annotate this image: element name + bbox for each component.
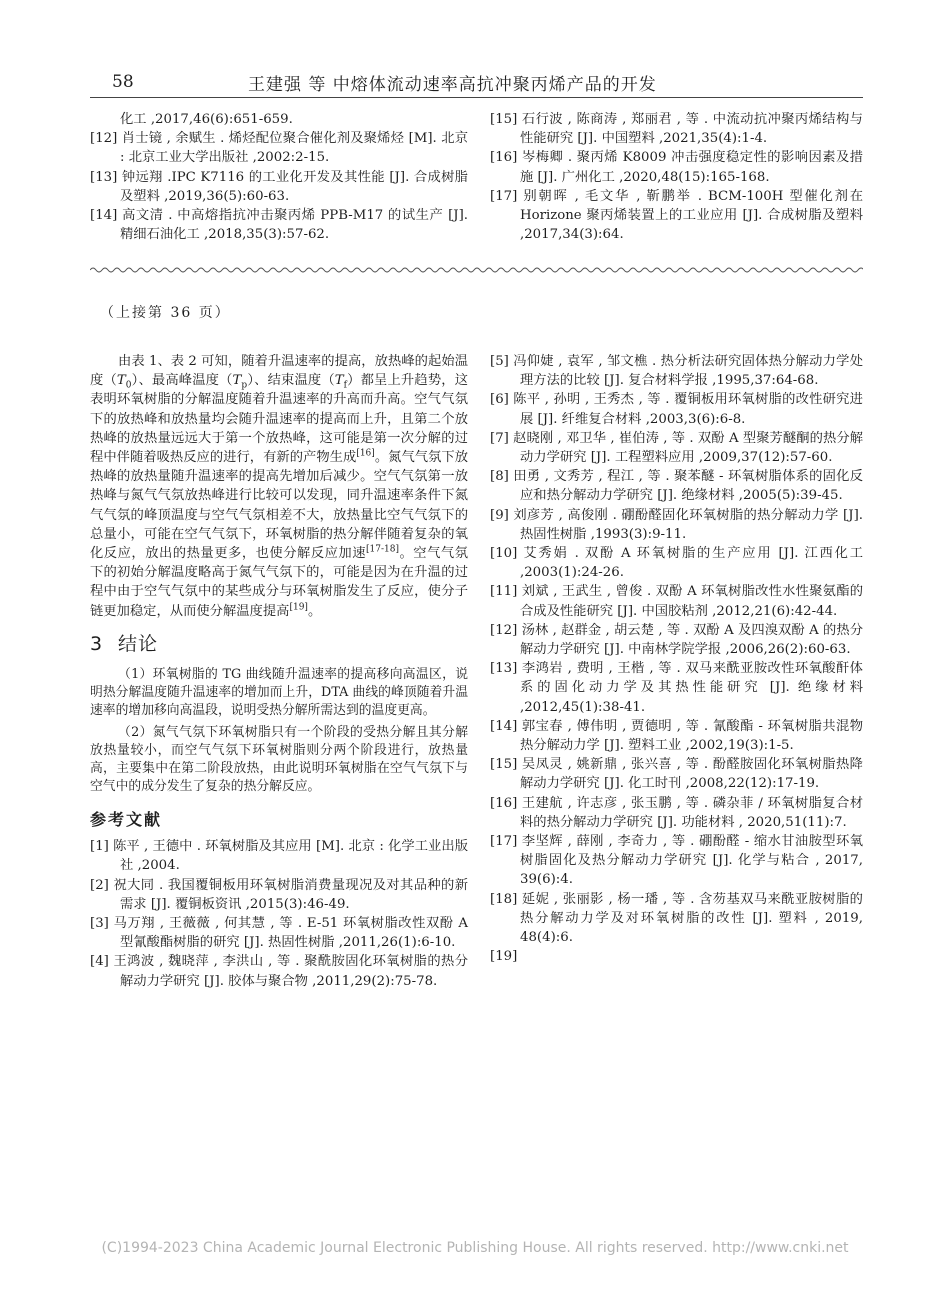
reference-11-continuation: 化工 ,2017,46(6):651-659. — [120, 112, 293, 127]
reference-item: [19] — [490, 949, 518, 965]
reference-item: [1] 陈平 , 王德中 . 环氧树脂及其应用 [M]. 北京 : 化学工业出版社 ,2004. — [90, 839, 469, 874]
citation: [19] — [289, 602, 308, 613]
citation: [16] — [356, 448, 375, 459]
right-column — [490, 352, 863, 967]
citation: [17-18] — [366, 544, 399, 555]
left-column — [90, 352, 468, 991]
top-references-right — [490, 110, 863, 244]
reference-item: [16] 王建航 , 许志彦 , 张玉鹏 , 等 . 磷杂菲 / 环氧树脂复合材料的热分解动力学研究 [J]. 功能材料 , 2020,51(11):7. — [490, 795, 863, 830]
body-paragraph: 由表 1、表 2 可知，随着升温速率的提高，放热峰的起始温度$(T_0)$、最高峰温度$(T_p)$、结束温度$(T_f)$都呈上升趋势，这表明环氧树脂的分解温度随着升温速率的升高而升高。空气气氛下的放热峰和放热量均会随升温速率的提高而上升，且第二个放热峰的放热量远远大于第一个放热峰，这可能是第一次分解的过程中伴随着吸热反应的进行，有新的产物生成[16]。氮气气氛下放热峰的放热量随升温速率的提高先增加后减少。空气气氛第一放热峰与氮气气氛放热峰进行比较可以发现，同升温速率条件下氮气气氛的峰顶温度与空气气氛相差不大，放热量比空气气氛下的总量小，可能在空气气氛下，环氧树脂的热分解伴随着复杂的氧化反应，放出的热量更多，也使分解反应加速[17-18]。空气气氛下的初始分解温度略高于氮气气氛下的，可能是因为在升温的过程中由于空气气氛中的某些成分与环氧树脂发生了反应，使分子链更加稳定，从而使分解温度提高[19]。 — [90, 354, 469, 619]
header-rule — [90, 97, 863, 98]
reference-item: [4] 王鸿波 , 魏晓萍 , 李洪山 , 等 . 聚酰胺固化环氧树脂的热分解动力学研究 [J]. 胶体与聚合物 ,2011,29(2):75-78. — [90, 954, 468, 989]
reference-item: [14] 郭宝春 , 傅伟明 , 贾德明 , 等 . 氰酸酯 - 环氧树脂共混物热分解动力学 [J]. 塑料工业 ,2002,19(3):1-5. — [490, 718, 863, 754]
reference-item: [17] 李坚辉 , 薛刚 , 李奇力 , 等 . 硼酚醛 - 缩水甘油胺型环氧树脂固化及热分解动力学研究 [J]. 化学与粘合 , 2017, 39(6):4. — [490, 834, 863, 888]
reference-item: [13] 钟远翔 .IPC K7116 的工业化开发及其性能 [J]. 合成树脂及塑料 ,2019,36(5):60-63. — [90, 169, 468, 204]
reference-item: [6] 陈平 , 孙明 , 王秀杰 , 等 . 覆铜板用环氧树脂的改性研究进展 [J]. 纤维复合材料 ,2003,3(6):6-8. — [490, 392, 863, 427]
reference-item: [18] 延妮 , 张丽影 , 杨一璠 , 等 . 含芴基双马来酰亚胺树脂的热分解动力学及对环氧树脂的改性 [J]. 塑料 , 2019, 48(4):6. — [490, 891, 863, 946]
reference-item: [13] 李鸿岩 , 费明 , 王楷 , 等 . 双马来酰亚胺改性环氧酸酐体系的固化动力学及其热性能研究 [J]. 绝缘材料 ,2012,45(1):38-41. — [490, 661, 863, 715]
reference-item: [11] 刘斌 , 王武生 , 曾俊 . 双酚 A 环氧树脂改性水性聚氨酯的合成及性能研究 [J]. 中国胶粘剂 ,2012,21(6):42-44. — [490, 584, 863, 619]
top-references-left — [90, 110, 468, 244]
reference-item: [12] 汤林 , 赵群金 , 胡云楚 , 等 . 双酚 A 及四溴双酚 A 的热分解动力学研究 [J]. 中南林学院学报 ,2006,26(2):60-63. — [490, 622, 863, 658]
running-title: 王建强 等 中熔体流动速率高抗冲聚丙烯产品的开发 — [248, 75, 657, 95]
reference-item: [3] 马万翔 , 王薇薇 , 何其慧 , 等 . E-51 环氧树脂改性双酚 A 型氰酸酯树脂的研究 [J]. 热固性树脂 ,2011,26(1):6-10. — [90, 916, 468, 951]
reference-item: [10] 艾秀娟 . 双酚 A 环氧树脂的生产应用 [J]. 江西化工 ,2003(1):24-26. — [490, 546, 864, 581]
reference-item: [12] 肖士镜 , 余赋生 . 烯烃配位聚合催化剂及聚烯烃 [M]. 北京 : 北京工业大学出版社 ,2002:2-15. — [90, 131, 468, 166]
reference-item: [8] 田勇 , 文秀芳 , 程江 , 等 . 聚苯醚 - 环氧树脂体系的固化反应和热分解动力学研究 [J]. 绝缘材料 ,2005(5):39-45. — [490, 469, 863, 504]
references-heading: 参考文献 — [90, 810, 163, 830]
reference-item: [15] 石行波 , 陈商涛 , 郑丽君 , 等 . 中流动抗冲聚丙烯结构与性能研究 [J]. 中国塑料 ,2021,35(4):1-4. — [490, 112, 863, 147]
reference-item: [14] 高文清 . 中高熔指抗冲击聚丙烯 PPB-M17 的试生产 [J]. 精细石油化工 ,2018,35(3):57-62. — [90, 208, 468, 243]
page-number: 58 — [112, 72, 134, 92]
reference-item: [16] 岑梅卿 . 聚丙烯 K8009 冲击强度稳定性的影响因素及措施 [J]. 广州化工 ,2020,48(15):165-168. — [490, 150, 863, 185]
wavy-separator — [90, 265, 863, 275]
reference-item: [15] 吴凤灵 , 姚新鼎 , 张兴喜 , 等 . 酚醛胺固化环氧树脂热降解动力学研究 [J]. 化工时刊 ,2008,22(12):17-19. — [490, 757, 863, 792]
reference-item: [17] 别朝晖 , 毛文华 , 靳鹏举 . BCM-100H 型催化剂在 Horizone 聚丙烯装置上的工业应用 [J]. 合成树脂及塑料 ,2017,34(3):64. — [490, 188, 863, 243]
conclusion-item: （2）氮气气氛下环氧树脂只有一个阶段的受热分解且其分解放热量较小，而空气气氛下环氧树脂则分两个阶段进行，放热量高，主要集中在第二阶段放热，由此说明环氧树脂在空气气氛下与空气中的成分发生了复杂的热分解反应。 — [90, 725, 468, 795]
conclusion-item: （1）环氧树脂的 TG 曲线随升温速率的提高移向高温区，说明热分解温度随升温速率的增加而上升，DTA 曲线的峰顶随着升温速率的增加移向高温段，说明受热分解所需达到的温度更高。 — [90, 667, 468, 719]
copyright-footer: (C)1994-2023 China Academic Journal Electronic Publishing House. All rights reserved. http://www.cnki.net — [101, 1240, 849, 1256]
reference-item: [9] 刘彦芳 , 高俊刚 . 硼酚醛固化环氧树脂的热分解动力学 [J]. 热固性树脂 ,1993(3):9-11. — [490, 507, 863, 542]
reference-item: [7] 赵晓刚 , 邓卫华 , 崔伯涛 , 等 . 双酚 A 型聚芳醚酮的热分解动力学研究 [J]. 工程塑料应用 ,2009,37(12):57-60. — [490, 430, 863, 466]
continued-note: （上接第 36 页） — [100, 305, 231, 321]
reference-item: [2] 祝大同 . 我国覆铜板用环氧树脂消费量现况及对其品种的新需求 [J]. 覆铜板资讯 ,2015(3):46-49. — [90, 877, 468, 912]
reference-item: [5] 冯仰婕 , 袁军 , 邹文樵 . 热分析法研究固体热分解动力学处理方法的比较 [J]. 复合材料学报 ,1995,37:64-68. — [490, 354, 863, 389]
section-heading: 3 结论 — [90, 632, 159, 655]
